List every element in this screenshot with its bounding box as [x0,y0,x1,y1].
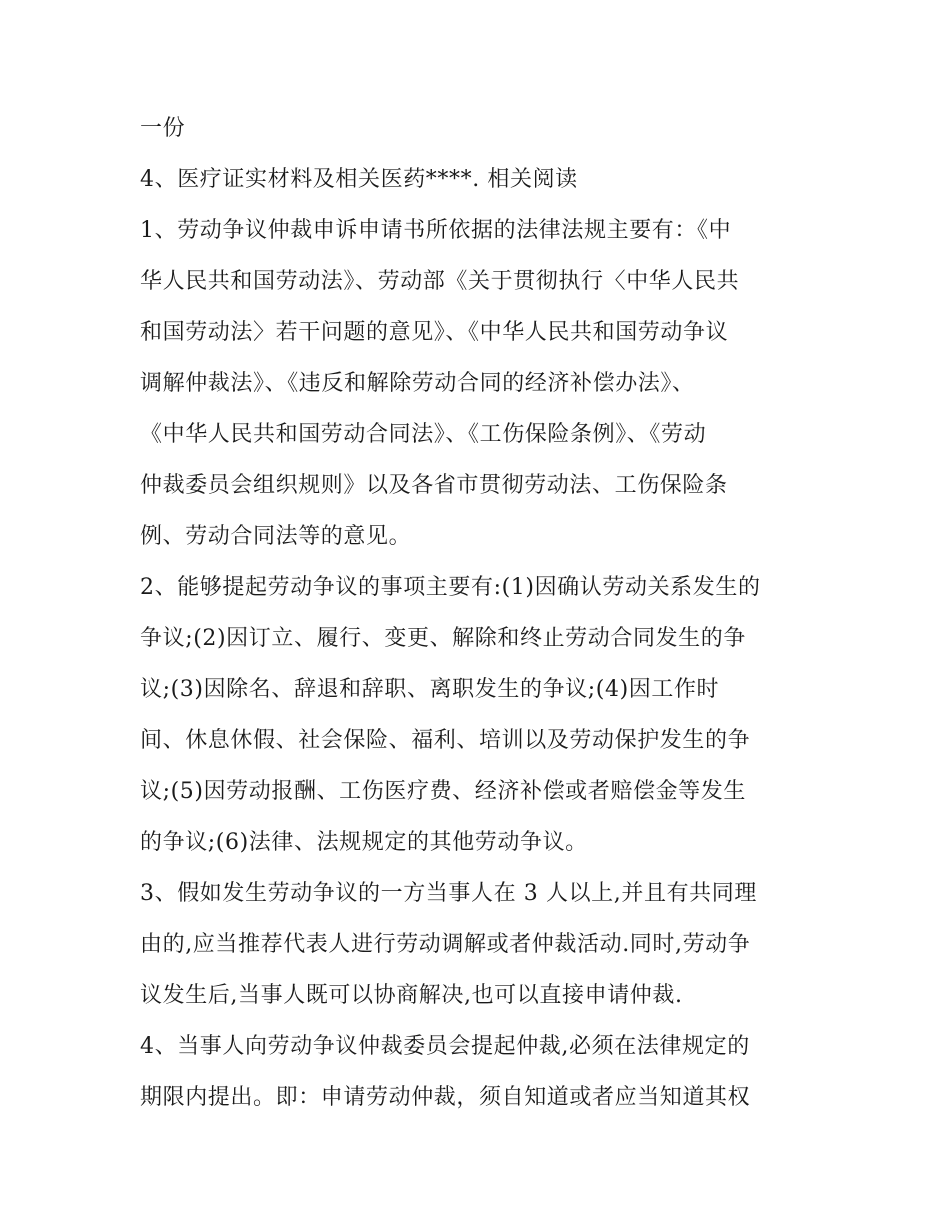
text-line: 4、当事人向劳动争议仲裁委员会提起仲裁,必须在法律规定的 [140,1034,750,1059]
text-line: 和国劳动法〉若干问题的意见》、《中华人民共和国劳动争议 [140,320,729,345]
text-line: 《中华人民共和国劳动合同法》、《工伤保险条例》、《劳动 [140,422,707,447]
text-line: 3、假如发生劳动争议的一方当事人在 3 人以上,并且有共同理 [140,881,757,906]
text-line: 争议;(2)因订立、履行、变更、解除和终止劳动合同发生的争 [140,626,746,651]
text-line: 仲裁委员会组织规则》以及各省市贯彻劳动法、工伤保险条 [140,473,728,498]
text-line: 期限内提出。即：申请劳动仲裁，须自知道或者应当知道其权 [140,1085,751,1110]
text-line: 由的,应当推荐代表人进行劳动调解或者仲裁活动.同时,劳动争 [140,932,751,957]
text-line: 议发生后,当事人既可以协商解决,也可以直接申请仲裁. [140,983,683,1008]
text-line: 的争议;(6)法律、法规规定的其他劳动争议。 [140,830,588,855]
text-line: 2、能够提起劳动争议的事项主要有:(1)因确认劳动关系发生的 [140,575,761,600]
text-line: 例、劳动合同法等的意见。 [140,524,412,549]
text-line: 4、医疗证实材料及相关医药****. 相关阅读 [140,167,578,192]
text-line: 议;(3)因除名、辞退和辞职、离职发生的争议;(4)因工作时 [140,677,720,702]
text-line: 调解仲裁法》、《违反和解除劳动合同的经济补偿办法》、 [140,371,695,396]
text-line: 1、劳动争议仲裁申诉申请书所依据的法律法规主要有：《中 [140,218,732,243]
text-line: 一份 [140,116,186,141]
text-line: 华人民共和国劳动法》、劳动部《关于贯彻执行〈中华人民共 [140,269,740,294]
text-line: 议;(5)因劳动报酬、工伤医疗费、经济补偿或者赔偿金等发生 [140,779,746,804]
text-line: 间、休息休假、社会保险、福利、培训以及劳动保护发生的争 [140,728,751,753]
